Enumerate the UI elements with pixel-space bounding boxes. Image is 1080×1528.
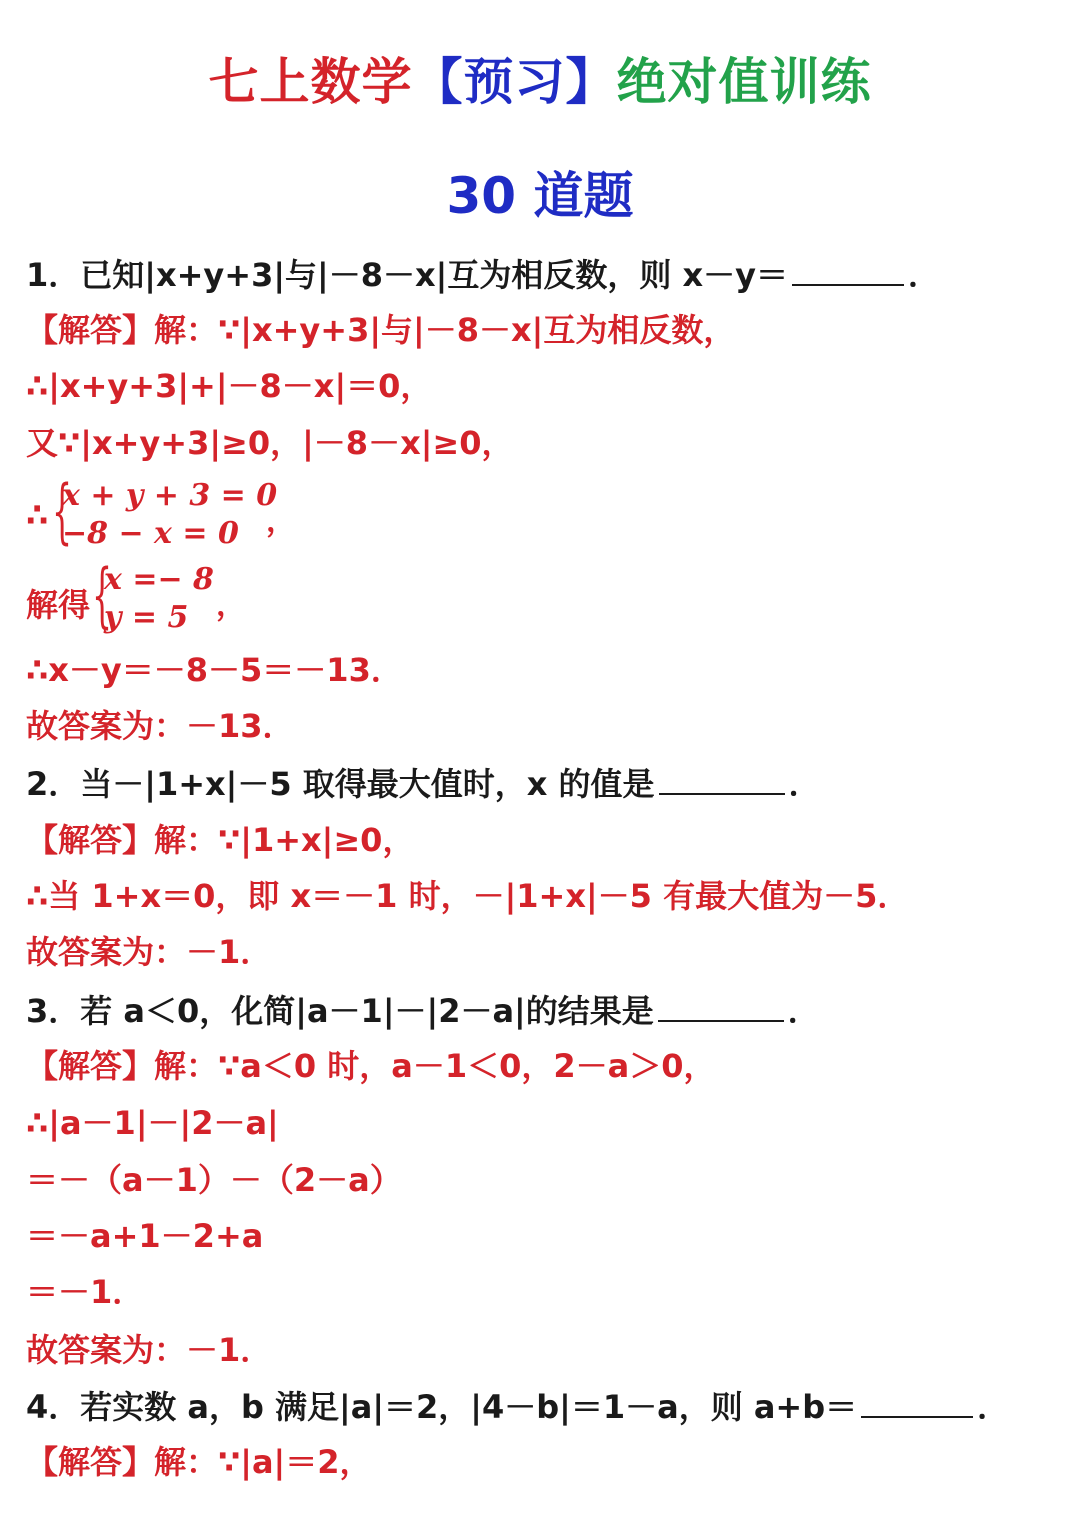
q3-solution-line-3: ＝－（a－1）－（2－a） bbox=[26, 1161, 402, 1199]
q1-equation-system-2 bbox=[26, 554, 326, 636]
system-2-equation-1: x =− 8 bbox=[104, 562, 214, 597]
title-part-topic: 绝对值训练 bbox=[616, 53, 872, 111]
system-1-comma: ， bbox=[266, 504, 296, 539]
left-brace: { bbox=[52, 470, 73, 552]
question-2-text: 2．当－|1+x|－5 取得最大值时，x 的值是 bbox=[26, 765, 655, 803]
q1-solution-line-4: ∴x－y＝－8－5＝－13． bbox=[26, 651, 403, 689]
system-2-equation-2: y = 5 bbox=[104, 600, 189, 635]
q1-equation-system-1 bbox=[26, 470, 326, 552]
page-title bbox=[0, 42, 1080, 114]
question-3-stem bbox=[26, 990, 820, 1031]
q3-solution-line-1: 【解答】解：∵a＜0 时，a－1＜0，2－a＞0， bbox=[26, 1047, 716, 1085]
question-3-end: ． bbox=[787, 992, 820, 1030]
question-3-answer-blank bbox=[658, 990, 784, 1022]
question-2-end: ． bbox=[788, 765, 821, 803]
system-1-equation-2: −8 − x = 0 bbox=[62, 516, 239, 551]
q2-answer: 故答案为：－1． bbox=[26, 933, 273, 971]
title-part-grade: 七上数学 bbox=[208, 53, 413, 111]
question-3-text: 3．若 a＜0，化简|a－1|－|2－a|的结果是 bbox=[26, 992, 654, 1030]
q2-solution-line-2: ∴当 1+x＝0，即 x＝－1 时，－|1+x|－5 有最大值为－5． bbox=[26, 877, 910, 915]
question-4-text: 4．若实数 a，b 满足|a|＝2，|4－b|＝1－a，则 a+b＝ bbox=[26, 1388, 858, 1426]
q1-solution-line-1: 【解答】解：∵|x+y+3|与|－8－x|互为相反数， bbox=[26, 311, 736, 349]
question-1-text: 1．已知|x+y+3|与|－8－x|互为相反数，则 x－y＝ bbox=[26, 256, 788, 294]
question-4-end: ． bbox=[977, 1388, 1010, 1426]
q3-solution-line-4: ＝－a+1－2+a bbox=[26, 1217, 264, 1255]
q3-answer: 故答案为：－1． bbox=[26, 1331, 273, 1369]
q4-solution-line-1: 【解答】解：∵|a|＝2， bbox=[26, 1443, 372, 1481]
q2-solution-line-1: 【解答】解：∵|1+x|≥0， bbox=[26, 821, 415, 859]
question-4-answer-blank bbox=[861, 1386, 973, 1418]
therefore-symbol: ∴ bbox=[26, 496, 49, 534]
title-part-preview: 【预习】 bbox=[412, 53, 617, 111]
q3-solution-line-2: ∴|a－1|－|2－a| bbox=[26, 1104, 279, 1142]
system-2-comma: ， bbox=[216, 588, 246, 623]
question-1-answer-blank bbox=[792, 254, 904, 286]
page-subtitle: 30 道题 bbox=[446, 167, 634, 225]
question-2-answer-blank bbox=[659, 763, 785, 795]
system-1-equation-1: x + y + 3 = 0 bbox=[62, 478, 278, 513]
left-brace: { bbox=[92, 554, 113, 636]
question-1-stem bbox=[26, 254, 940, 295]
q1-solution-line-3: 又∵|x+y+3|≥0，|－8－x|≥0， bbox=[26, 424, 514, 462]
q3-solution-line-5: ＝－1． bbox=[26, 1273, 145, 1311]
question-4-stem bbox=[26, 1386, 1009, 1427]
question-2-stem bbox=[26, 763, 821, 804]
q1-solution-line-2: ∴|x+y+3|+|－8－x|＝0， bbox=[26, 367, 433, 405]
question-1-end: ． bbox=[907, 256, 940, 294]
solve-label: 解得 bbox=[26, 586, 91, 624]
q1-answer: 故答案为：－13． bbox=[26, 707, 295, 745]
